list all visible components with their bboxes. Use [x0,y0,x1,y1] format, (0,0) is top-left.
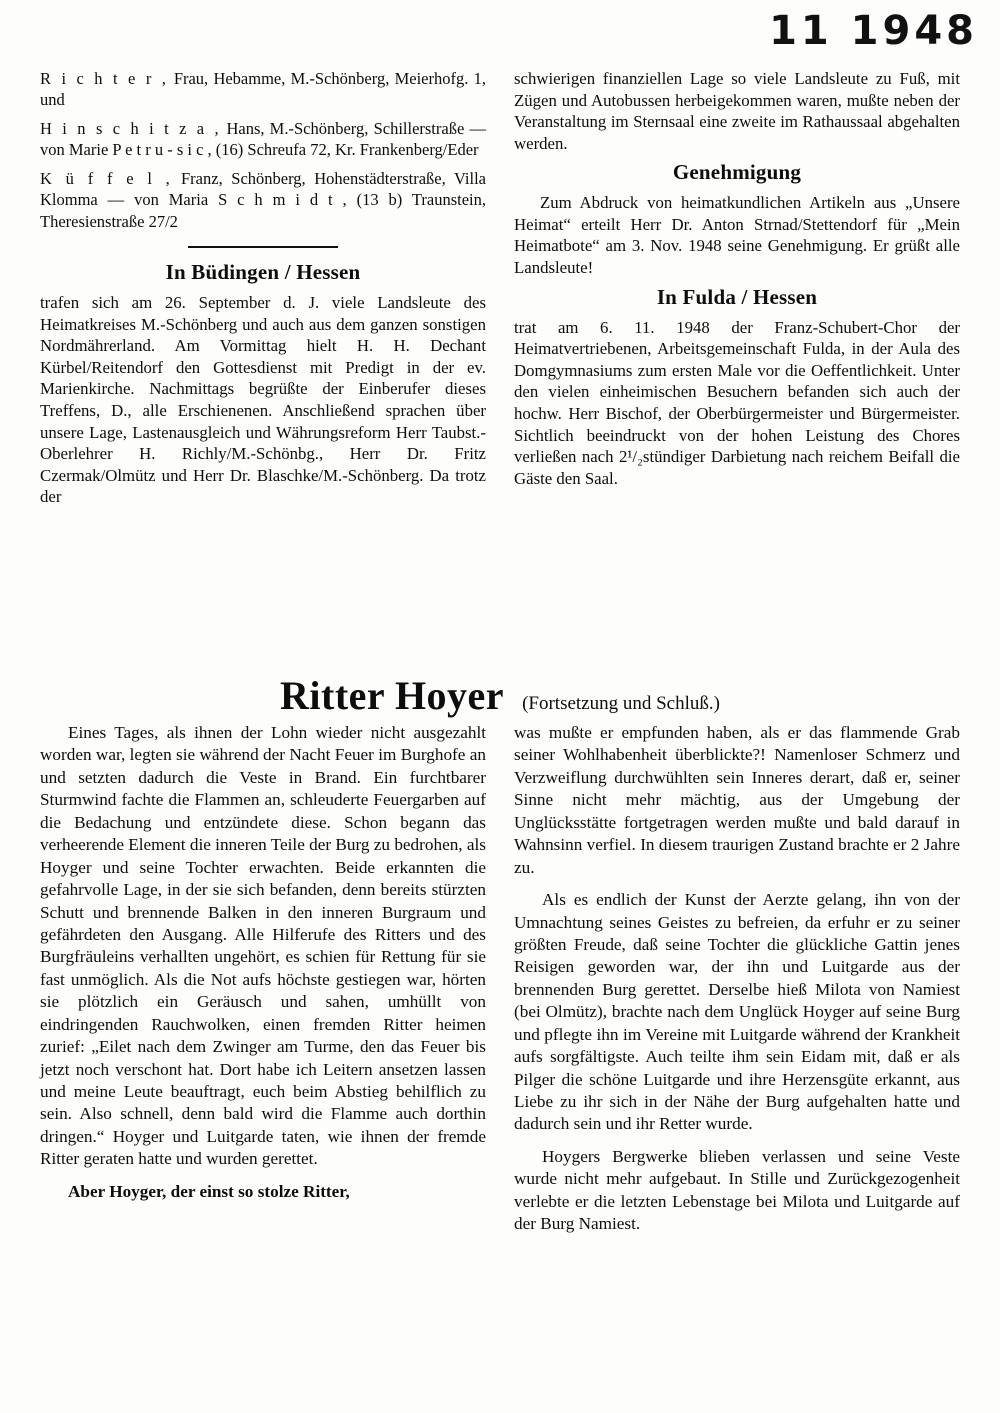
story-paragraph: Hoygers Bergwerke blieben verlassen und seine Veste wurde nicht mehr aufgebaut. In Stille und Zurückgezogenheit verlebte er die letzten Lebenstage bei Milota und Luitgarde auf der Burg Namiest. [514,1146,960,1234]
story-paragraph: was mußte er empfunden haben, als er das flammende Grab seiner Wohlhabenheit überblickte?! Namenloser Schmerz und Verzweiflung durchwühlten sein Inneres derart, daß er, seiner Sinne nicht mehr mächtig, aus der Umgebung der Unglücksstätte fortgetragen werden mußte und bald darauf in Wahnsinn verfiel. In diesem traurigen Zustand brachte er 2 Jahre zu. [514,723,960,877]
story-title: Ritter Hoyer [280,673,505,718]
continuation-paragraph: schwierigen finanziellen Lage so viele Landsleute zu Fuß, mit Zügen und Autobussen herbeigekommen waren, mußte neben der Veranstaltung im Sternsaal eine zweite im Rathaussaal abgehalten werden. [514,69,960,153]
left-column [40,68,486,513]
story-paragraph: Aber Hoyger, der einst so stolze Ritter, [68,1181,350,1201]
section-heading-fulda: In Fulda / Hessen [656,284,818,309]
list-item [40,118,486,161]
section-body-buedingen: trafen sich am 26. September d. J. viele Landsleute des Heimatkreises M.-Schönberg und auch aus dem ganzen sonstigen Nordmährerland. Am Vormittag hielt H. H. Dechant Kürbel/Reitendorf den Gottesdienst mit Predigt in der ev. Marienkirche. Nachmittags begrüßte der Einberufer dieses Treffens, D., alle Erschienenen. Anschließend sprachen über unsere Lage, Lastenausgleich und Währungsreform Herr Taubst.-Oberlehrer H. Richly/M.-Schönbg., Herr Dr. Fritz Czermak/Olmütz und Herr Dr. Blaschke/M.-Schönberg. Da trotz der [40,293,486,507]
story-subtitle: (Fortsetzung und Schluß.) [522,693,720,714]
story-left-column [40,722,486,1246]
page-year: 1948 [850,8,978,54]
top-columns [40,68,960,513]
section-body-genehmigung: Zum Abdruck von heimatkundlichen Artikeln aus „Unsere Heimat“ erteilt Herr Dr. Anton Strnad/Stettendorf für „Mein Heimatbote“ am 3. Nov. 1948 seine Genehmigung. Er grüßt alle Landsleute! [514,193,960,278]
section-body-fulda: trat am 6. 11. 1948 der Franz-Schubert-Chor der Heimatvertriebenen, Arbeitsgemeinschaft Fulda, in der Aula des Domgymnasiums zum ersten Male vor die Oeffentlichkeit. Unter den vielen einheimischen Besuchern befanden sich auch der hochw. Herr Bischof, der Oberbürgermeister und Bürgermeister. Sichtlich beeindruckt von der hohen Leistung des Chores verließen nach 2¹/₂stündiger Darbietung nach reichem Beifall die Gäste den Saal. [514,317,960,488]
entry-detail: Frau, Hebamme, M.-Schönberg, Meierhofg. 1, und [40,69,486,110]
story-paragraph: Eines Tages, als ihnen der Lohn wieder nicht ausgezahlt worden war, legten sie während der Nacht Feuer im Burghofe an und setzten dadurch die Veste in Brand. Ein furchtbarer Sturmwind fachte die Flammen an, schleuderte Feuergarben auf die Bedachung und entzündete diese. Schon begann das verheerende Element die inneren Teile der Burg zu bedrohen, als Hoyger und seine Tochter erwachten. Beide erkannten die gefahrvolle Lage, in der sie sich befanden, denn bereits stürzten Schutt und brennende Balken in den inneren Burgraum und gefährdeten den Ausgang. Alle Hilferufe des Ritters und des Burgfräuleins verhallten ungehört, es schien für Rettung für sie fast unmöglich. Als die Not aufs höchste gestiegen war, hörten sie plötzlich ein Geräusch und sahen, umhüllt von eindringenden Rauchwolken, einen fremden Ritter heimen zurief: „Eilet nach dem Zwinger am Turme, den das Feuer bis jetzt noch verschont hat. Dort habe ich Leitern ansetzen lassen und meine Leute beauftragt, euch beim Abstieg behilflich zu sein. Also schnell, denn bald wird die Flamme auch dorthin dringen.“ Hoyger und Luitgarde taten, wie ihnen der fremde Ritter geraten hatte und wurden gerettet. [40,723,486,1169]
entry-name: R i c h t e r , [40,69,169,88]
entry-name: K ü f f e l , [40,168,173,188]
horizontal-divider [188,246,338,248]
right-column [514,68,960,513]
section-heading-genehmigung: Genehmigung [672,160,802,185]
story-title-block [40,672,960,719]
page-number: 11 [769,8,833,54]
story-right-column [514,722,960,1246]
page-number-header [769,8,978,54]
entry-detail: Franz, Schönberg, Hohenstädterstraße, Villa Klomma — von Maria S c h m i d t , (13 b) Traunstein, Theresienstraße 27/2 [40,168,486,231]
entry-name: H i n s c h i t z a , [40,118,222,138]
list-item [40,168,486,232]
entry-detail: Hans, M.-Schönberg, Schillerstraße — von Marie P e t r u - s i c , (16) Schreufa 72, Kr. Frankenberg/Eder [40,118,486,160]
story-paragraph: Als es endlich der Kunst der Aerzte gelang, ihn von der Umnachtung seines Geistes zu befreien, da erfuhr er zu seiner größten Freude, daß seine Tochter die glückliche Gattin jenes Reisigen geworden war, der ihn und Luitgarde aus der brennenden Burg gerettet. Derselbe hieß Milota von Namiest (bei Olmütz), brachte nach dem Unglück Hoyger auf seine Burg und pflegte ihn im Vereine mit Luitgarde während der Krankheit aufs sorgfältigste. Auch teilte ihm sein Eidam mit, daß er als Pilger die schöne Luitgarde und ihre Herzensgüte erkannt, aus Liebe zu ihr sich in der Nähe der Burg aufgehalten hatte und dadurch sein und ihr Retter wurde. [514,890,960,1134]
section-heading-buedingen: In Büdingen / Hessen [165,260,361,285]
story-columns [40,722,960,1246]
list-item [40,68,486,111]
